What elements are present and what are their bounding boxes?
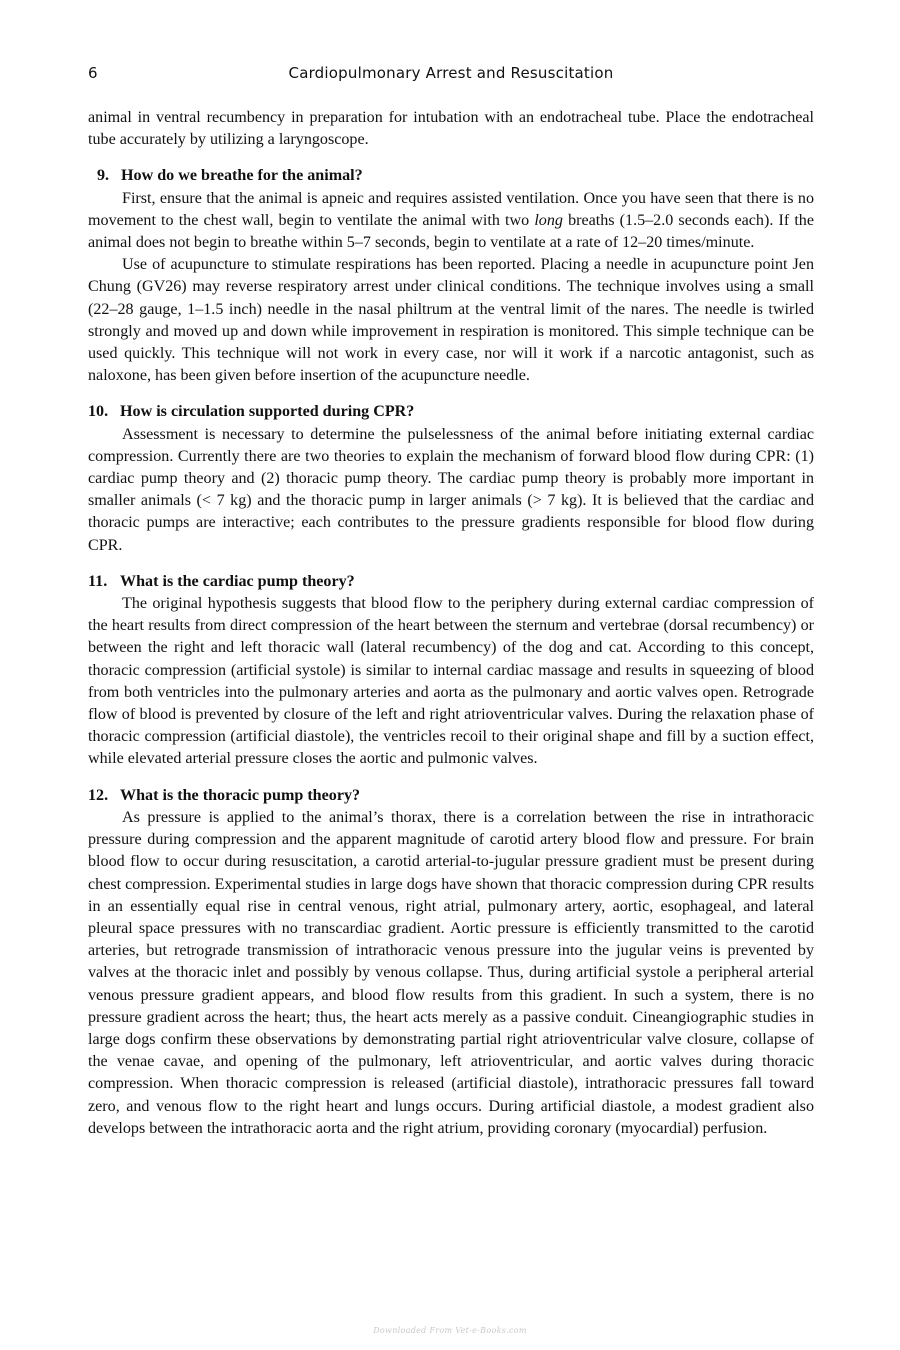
answer-paragraph: The original hypothesis suggests that blood flow to the periphery during external cardiac compression of the heart results from direct compression of the heart between the sternum and vertebrae (dorsal recumbency) or between the right and left thoracic wall (lateral recumbency) of the dog and cat. According to this concept, thoracic compression (artificial systole) is similar to internal cardiac massage and results in squeezing of blood from both ventricles into the pulmonary arteries and aorta as the pulmonary and aortic valves open. Retrograde flow of blood is prevented by closure of the left and right atrioventricular valves. During the relaxation phase of thoracic compression (artificial diastole), the ventricles recoil to their original shape and fill by a suction effect, while elevated arterial pressure closes the aortic and pulmonic valves. <box>88 595 814 768</box>
question-number: 11. <box>88 572 108 590</box>
running-title: Cardiopulmonary Arrest and Resuscitation <box>288 64 614 82</box>
body-text <box>88 107 814 1140</box>
question-text: How do we breathe for the animal? <box>121 167 363 185</box>
question-text: What is the cardiac pump theory? <box>120 572 355 590</box>
answer-paragraph: Use of acupuncture to stimulate respirations has been reported. Placing a needle in acupuncture point Jen Chung (GV26) may reverse respiratory arrest under clinical conditions. The technique involves using a small (22–28 gauge, 1–1.5 inch) needle in the nasal philtrum at the ventral limit of the nares. The needle is twirled strongly and moved up and down while improvement in respiration is monitored. This simple technique can be used quickly. This technique will not work in every case, nor will it work if a narcotic antagonist, such as naloxone, has been given before insertion of the acupuncture needle. <box>88 256 814 385</box>
intro-paragraph: animal in ventral recumbency in preparation for intubation with an endotracheal tube. Place the endotracheal tube accurately by utilizing a laryngoscope. <box>88 109 814 149</box>
question-number: 12. <box>88 786 109 804</box>
question-heading <box>88 165 814 187</box>
answer-text: First, ensure that the animal is apneic and requires assisted ventilation. Once you have seen that there is no movement to the chest wall, begin to ventilate the animal with two <box>88 189 814 229</box>
question-block-12 <box>88 785 814 1140</box>
answer-text: breaths (1.5–2.0 seconds each). If the animal does not begin to breathe within 5–7 seconds, begin to ventilate at a rate of 12–20 times/minute. <box>88 211 814 252</box>
question-number: 9. <box>97 167 110 185</box>
emphasized-word: long <box>534 211 563 229</box>
answer-paragraph <box>88 188 814 255</box>
download-watermark: Downloaded From Vet-e-Books.com <box>373 1326 527 1335</box>
answer-paragraph: As pressure is applied to the animal’s thorax, there is a correlation between the rise in intrathoracic pressure during compression and the apparent magnitude of carotid artery blood flow and pressure. For brain blood flow to occur during resuscitation, a carotid arterial-to-jugular pressure gradient must be present during chest compression. Experimental studies in large dogs have shown that thoracic compression during CPR results in an essentially equal rise in central venous, right atrial, pulmonary artery, aortic, esophageal, and lateral pleural space pressures with no transcardiac gradient. Aortic pressure is efficiently transmitted to the carotid arteries, but retrograde transmission of intrathoracic venous pressure into the jugular veins is prevented by valves at the thoracic inlet and possibly by venous collapse. Thus, during artificial systole a peripheral arterial venous pressure gradient appears, and blood flow results from this gradient. In such a system, there is no pressure gradient across the heart; thus, the heart acts merely as a passive conduit. Cineangiographic studies in large dogs confirm these observations by demonstrating partial right atrioventricular valve closure, collapse of the venae cavae, and opening of the pulmonary, left atrioventricular, and aortic valves during thoracic compression. When thoracic compression is released (artificial diastole), intrathoracic pressures fall toward zero, and venous flow to the right heart and lungs occurs. During artificial diastole, a modest gradient also develops between the intrathoracic aorta and the right atrium, providing coronary (myocardial) perfusion. <box>88 808 814 1137</box>
question-heading <box>88 401 814 423</box>
running-header <box>88 61 814 85</box>
question-heading <box>88 571 814 593</box>
answer-paragraph: Assessment is necessary to determine the pulselessness of the animal before initiating external cardiac compression. Currently there are two theories to explain the mechanism of forward blood flow during CPR: (1) cardiac pump theory and (2) thoracic pump theory. The cardiac pump theory is probably more important in smaller animals (< 7 kg) and the thoracic pump in larger animals (> 7 kg). It is believed that the cardiac and thoracic pumps are interactive; each contributes to the pressure gradients responsible for blood flow during CPR. <box>88 425 814 554</box>
question-text: What is the thoracic pump theory? <box>120 786 361 804</box>
question-block-10 <box>88 401 814 556</box>
page-number: 6 <box>88 64 98 82</box>
question-block-9 <box>88 165 814 387</box>
question-heading <box>88 785 814 807</box>
question-block-11 <box>88 571 814 771</box>
question-text: How is circulation supported during CPR? <box>120 403 415 421</box>
question-number: 10. <box>88 403 109 421</box>
